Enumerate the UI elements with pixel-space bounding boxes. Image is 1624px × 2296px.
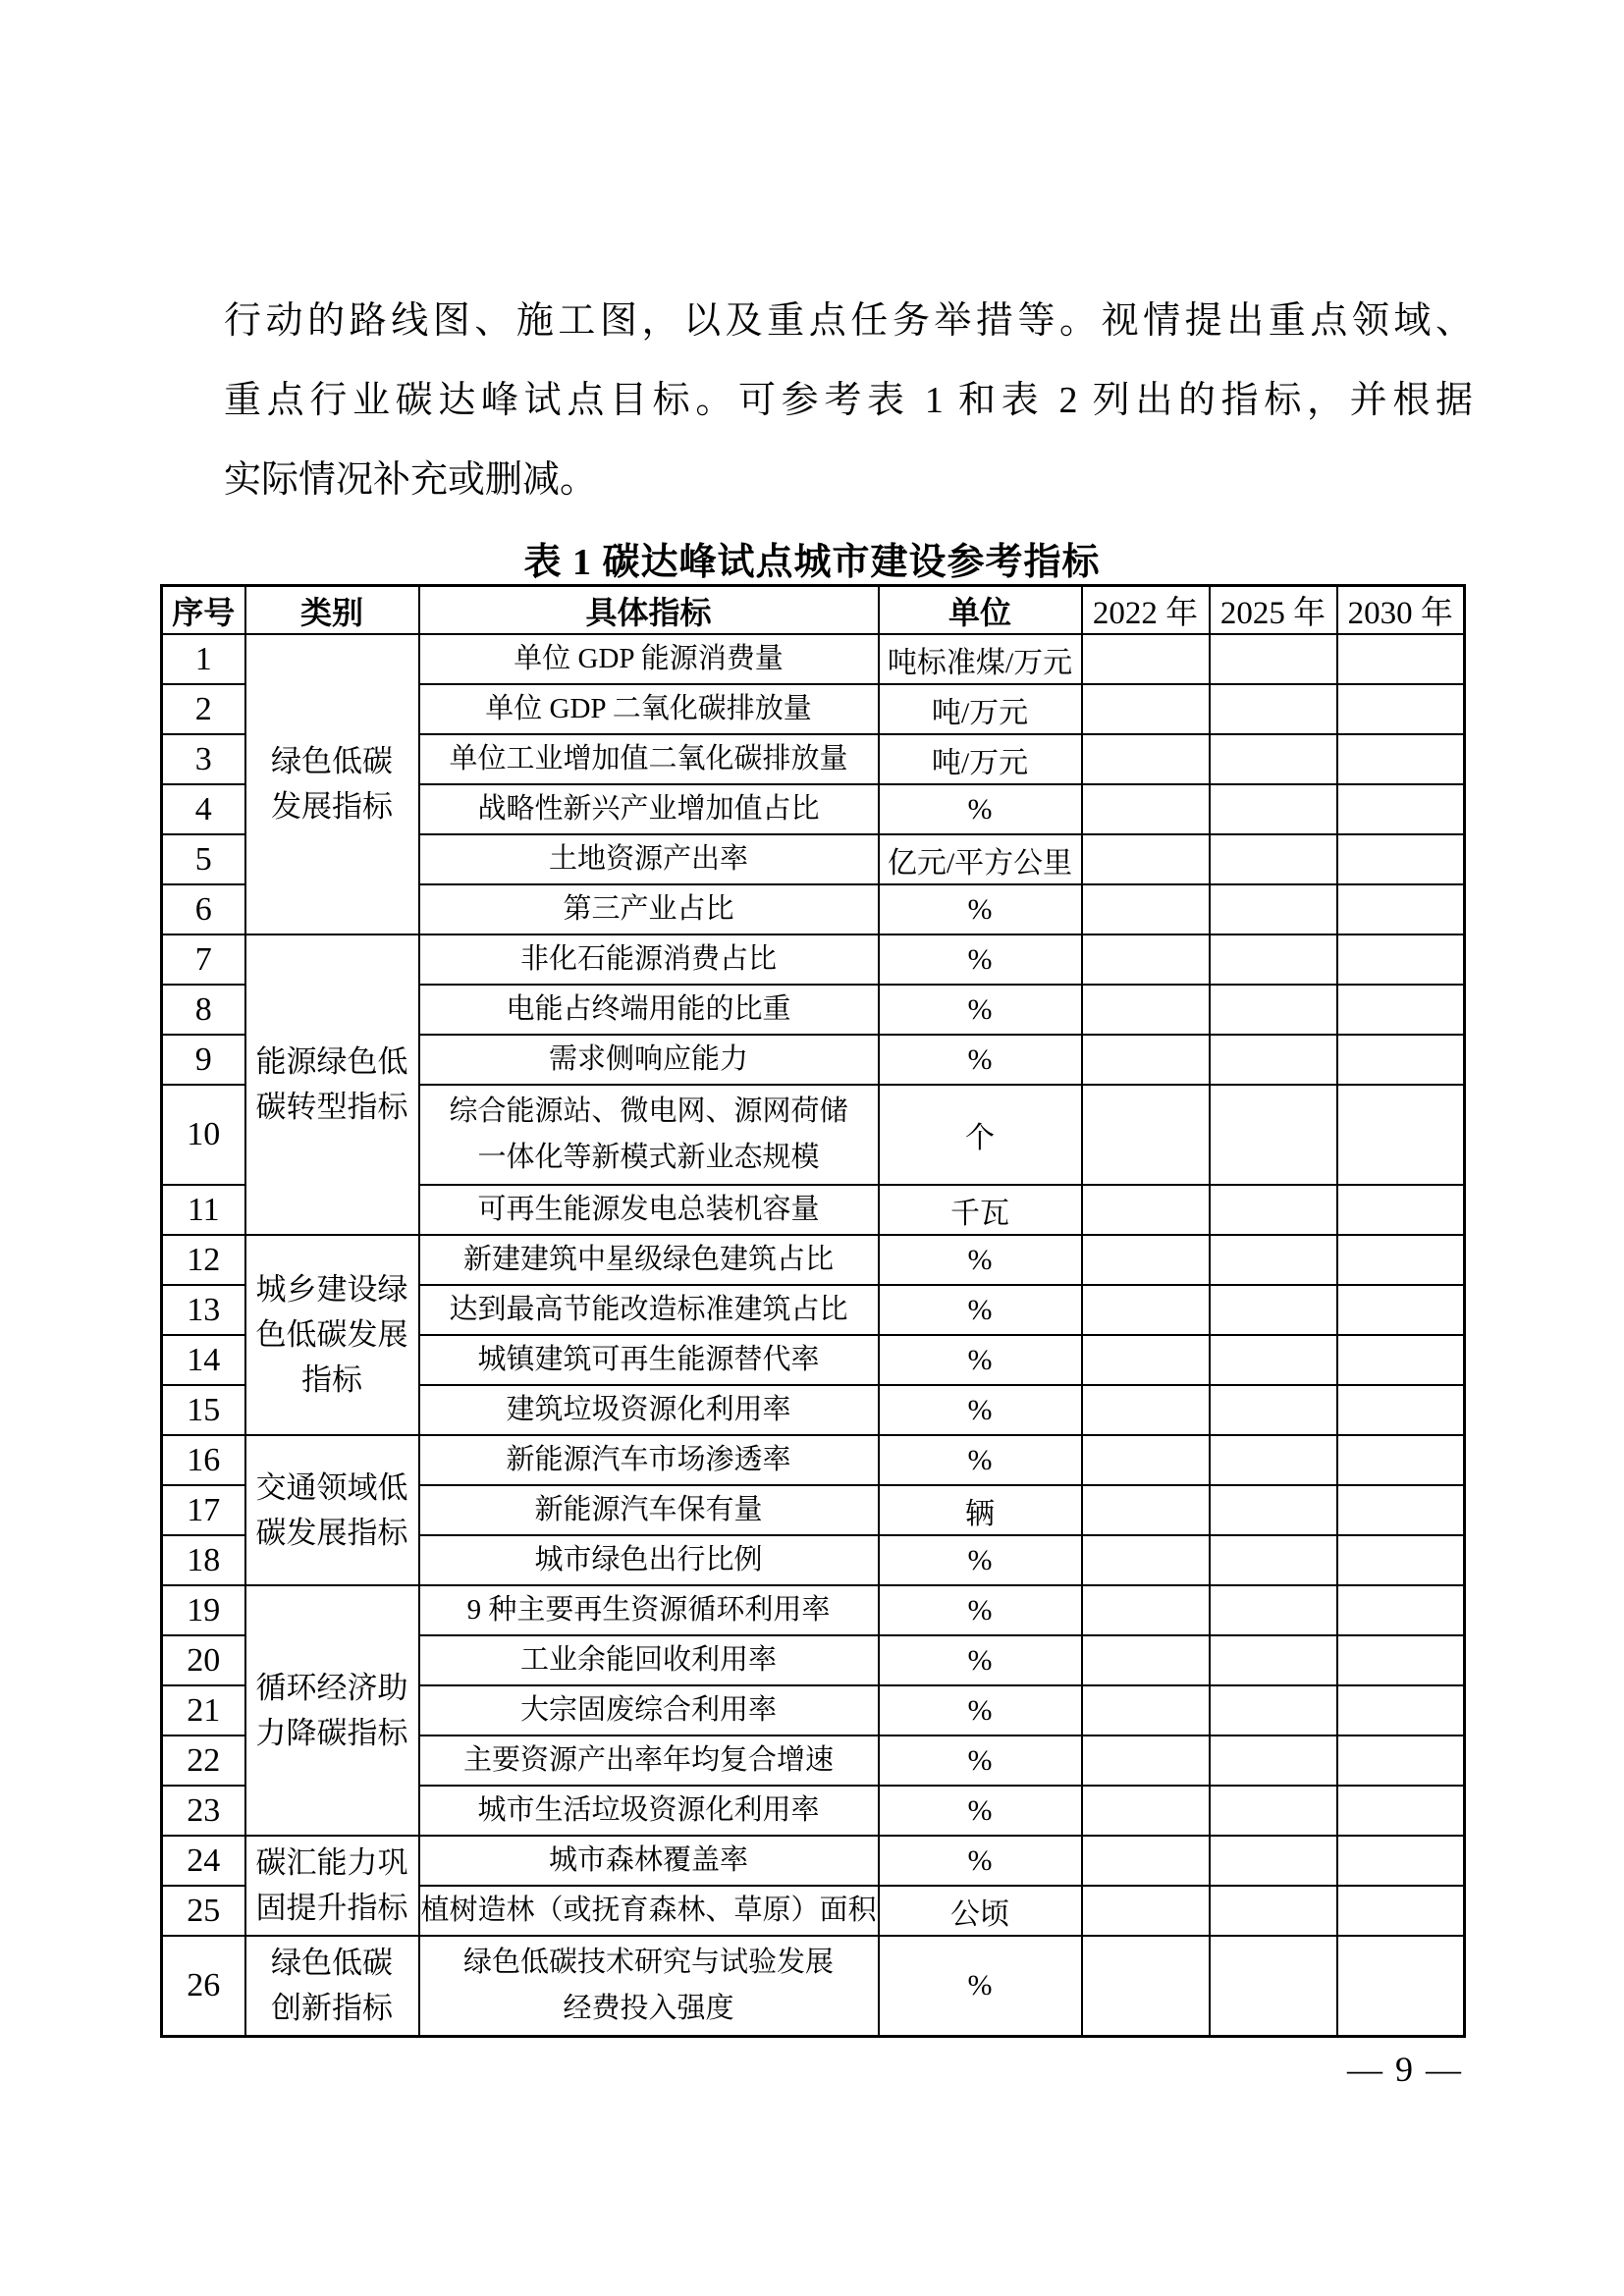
year-value-cell [1082, 834, 1210, 884]
year-value-cell [1337, 684, 1465, 734]
year-value-cell [1082, 684, 1210, 734]
indicator-cell: 城镇建筑可再生能源替代率 [419, 1335, 879, 1385]
indicator-cell: 绿色低碳技术研究与试验发展 经费投入强度 [419, 1936, 879, 2036]
table-row [162, 1585, 1465, 1635]
row-number-cell: 14 [162, 1335, 245, 1385]
table-row [162, 1836, 1465, 1886]
indicator-cell: 可再生能源发电总装机容量 [419, 1185, 879, 1235]
indicator-table [160, 584, 1466, 2038]
year-value-cell [1337, 1535, 1465, 1585]
indicator-cell: 非化石能源消费占比 [419, 934, 879, 985]
year-value-cell [1210, 1735, 1337, 1786]
year-value-cell [1210, 1836, 1337, 1886]
indicator-cell: 需求侧响应能力 [419, 1035, 879, 1085]
unit-cell: % [879, 884, 1082, 934]
row-number-cell: 23 [162, 1786, 245, 1836]
year-value-cell [1337, 1435, 1465, 1485]
indicator-cell: 主要资源产出率年均复合增速 [419, 1735, 879, 1786]
year-value-cell [1210, 634, 1337, 684]
year-value-cell [1082, 1035, 1210, 1085]
indicator-cell: 第三产业占比 [419, 884, 879, 934]
header-cell-year-2030: 2030 年 [1337, 586, 1465, 635]
year-value-cell [1082, 1335, 1210, 1385]
row-number-cell: 6 [162, 884, 245, 934]
year-value-cell [1210, 834, 1337, 884]
year-value-cell [1337, 1886, 1465, 1936]
header-cell-unit: 单位 [879, 586, 1082, 635]
category-cell: 绿色低碳 发展指标 [245, 634, 419, 934]
unit-cell: 亿元/平方公里 [879, 834, 1082, 884]
row-number-cell: 11 [162, 1185, 245, 1235]
year-value-cell [1210, 1235, 1337, 1285]
year-value-cell [1210, 1635, 1337, 1685]
year-value-cell [1210, 1936, 1337, 2036]
year-value-cell [1210, 1285, 1337, 1335]
header-cell-no: 序号 [162, 586, 245, 635]
header-row [162, 586, 1465, 635]
unit-cell: % [879, 985, 1082, 1035]
row-number-cell: 4 [162, 784, 245, 834]
row-number-cell: 16 [162, 1435, 245, 1485]
unit-cell: % [879, 1235, 1082, 1285]
year-value-cell [1210, 1435, 1337, 1485]
unit-cell: % [879, 1635, 1082, 1685]
year-value-cell [1337, 1235, 1465, 1285]
year-value-cell [1337, 1685, 1465, 1735]
header-cell-category: 类别 [245, 586, 419, 635]
year-value-cell [1210, 1485, 1337, 1535]
year-value-cell [1082, 1185, 1210, 1235]
year-value-cell [1210, 1535, 1337, 1585]
year-value-cell [1082, 1786, 1210, 1836]
paragraph-line: 行动的路线图、施工图，以及重点任务举措等。视情提出重点领域、 [224, 300, 1473, 342]
category-cell: 绿色低碳 创新指标 [245, 1936, 419, 2036]
indicator-cell: 城市生活垃圾资源化利用率 [419, 1786, 879, 1836]
year-value-cell [1337, 1485, 1465, 1535]
row-number-cell: 26 [162, 1936, 245, 2036]
category-cell: 循环经济助 力降碳指标 [245, 1585, 419, 1836]
row-number-cell: 18 [162, 1535, 245, 1585]
year-value-cell [1337, 784, 1465, 834]
unit-cell: % [879, 934, 1082, 985]
year-value-cell [1337, 1585, 1465, 1635]
indicator-cell: 新能源汽车保有量 [419, 1485, 879, 1535]
year-value-cell [1210, 684, 1337, 734]
row-number-cell: 17 [162, 1485, 245, 1535]
year-value-cell [1210, 884, 1337, 934]
indicator-cell: 植树造林（或抚育森林、草原）面积 [419, 1886, 879, 1936]
header-cell-indicator: 具体指标 [419, 586, 879, 635]
indicator-cell: 新能源汽车市场渗透率 [419, 1435, 879, 1485]
year-value-cell [1082, 1836, 1210, 1886]
indicator-cell: 战略性新兴产业增加值占比 [419, 784, 879, 834]
unit-cell: % [879, 1735, 1082, 1786]
year-value-cell [1210, 1685, 1337, 1735]
year-value-cell [1082, 1685, 1210, 1735]
year-value-cell [1337, 634, 1465, 684]
indicator-cell: 电能占终端用能的比重 [419, 985, 879, 1035]
year-value-cell [1082, 884, 1210, 934]
indicator-cell: 工业余能回收利用率 [419, 1635, 879, 1685]
year-value-cell [1337, 734, 1465, 784]
category-cell: 交通领域低 碳发展指标 [245, 1435, 419, 1585]
table-row [162, 634, 1465, 684]
indicator-cell: 新建建筑中星级绿色建筑占比 [419, 1235, 879, 1285]
unit-cell: 吨/万元 [879, 734, 1082, 784]
year-value-cell [1082, 1435, 1210, 1485]
year-value-cell [1337, 1035, 1465, 1085]
table-title: 表 1 碳达峰试点城市建设参考指标 [523, 542, 1101, 583]
indicator-cell: 综合能源站、微电网、源网荷储 一体化等新模式新业态规模 [419, 1085, 879, 1185]
year-value-cell [1082, 784, 1210, 834]
year-value-cell [1210, 985, 1337, 1035]
unit-cell: 个 [879, 1085, 1082, 1185]
year-value-cell [1337, 1285, 1465, 1335]
row-number-cell: 19 [162, 1585, 245, 1635]
year-value-cell [1210, 934, 1337, 985]
row-number-cell: 20 [162, 1635, 245, 1685]
year-value-cell [1082, 1285, 1210, 1335]
paragraph-line: 实际情况补充或删减。 [224, 459, 598, 501]
intro-paragraph [224, 282, 1473, 520]
row-number-cell: 25 [162, 1886, 245, 1936]
year-value-cell [1337, 1335, 1465, 1385]
year-value-cell [1210, 1085, 1337, 1185]
unit-cell: % [879, 1285, 1082, 1335]
year-value-cell [1082, 985, 1210, 1035]
row-number-cell: 2 [162, 684, 245, 734]
unit-cell: 千瓦 [879, 1185, 1082, 1235]
unit-cell: 吨标准煤/万元 [879, 634, 1082, 684]
unit-cell: % [879, 784, 1082, 834]
indicator-cell: 达到最高节能改造标准建筑占比 [419, 1285, 879, 1335]
year-value-cell [1082, 634, 1210, 684]
year-value-cell [1082, 1735, 1210, 1786]
paragraph-line: 重点行业碳达峰试点目标。可参考表 1 和表 2 列出的指标，并根据 [224, 380, 1473, 421]
indicator-table-body [162, 634, 1465, 2036]
row-number-cell: 1 [162, 634, 245, 684]
unit-cell: % [879, 1585, 1082, 1635]
year-value-cell [1082, 1936, 1210, 2036]
year-value-cell [1082, 1085, 1210, 1185]
year-value-cell [1082, 934, 1210, 985]
unit-cell: 公顷 [879, 1886, 1082, 1936]
table-row [162, 934, 1465, 985]
row-number-cell: 3 [162, 734, 245, 784]
row-number-cell: 7 [162, 934, 245, 985]
row-number-cell: 24 [162, 1836, 245, 1886]
indicator-cell: 土地资源产出率 [419, 834, 879, 884]
indicator-cell: 城市绿色出行比例 [419, 1535, 879, 1585]
year-value-cell [1337, 1936, 1465, 2036]
indicator-cell: 单位工业增加值二氧化碳排放量 [419, 734, 879, 784]
indicator-cell: 大宗固废综合利用率 [419, 1685, 879, 1735]
year-value-cell [1337, 934, 1465, 985]
unit-cell: % [879, 1936, 1082, 2036]
unit-cell: % [879, 1435, 1082, 1485]
row-number-cell: 13 [162, 1285, 245, 1335]
year-value-cell [1337, 884, 1465, 934]
year-value-cell [1082, 1235, 1210, 1285]
unit-cell: % [879, 1786, 1082, 1836]
year-value-cell [1337, 1735, 1465, 1786]
year-value-cell [1082, 1886, 1210, 1936]
year-value-cell [1082, 734, 1210, 784]
year-value-cell [1337, 1085, 1465, 1185]
category-cell: 城乡建设绿 色低碳发展 指标 [245, 1235, 419, 1435]
year-value-cell [1210, 1185, 1337, 1235]
row-number-cell: 12 [162, 1235, 245, 1285]
unit-cell: % [879, 1685, 1082, 1735]
year-value-cell [1210, 1585, 1337, 1635]
unit-cell: % [879, 1836, 1082, 1886]
year-value-cell [1082, 1635, 1210, 1685]
year-value-cell [1337, 1635, 1465, 1685]
table-row [162, 1235, 1465, 1285]
unit-cell: 辆 [879, 1485, 1082, 1535]
page-number: — 9 — [1347, 2050, 1463, 2089]
row-number-cell: 21 [162, 1685, 245, 1735]
header-cell-year-2022: 2022 年 [1082, 586, 1210, 635]
unit-cell: % [879, 1535, 1082, 1585]
indicator-cell: 9 种主要再生资源循环利用率 [419, 1585, 879, 1635]
category-cell: 能源绿色低 碳转型指标 [245, 934, 419, 1235]
year-value-cell [1210, 784, 1337, 834]
year-value-cell [1082, 1385, 1210, 1435]
year-value-cell [1337, 985, 1465, 1035]
unit-cell: % [879, 1385, 1082, 1435]
row-number-cell: 22 [162, 1735, 245, 1786]
year-value-cell [1210, 734, 1337, 784]
category-cell: 碳汇能力巩 固提升指标 [245, 1836, 419, 1936]
row-number-cell: 9 [162, 1035, 245, 1085]
table-row [162, 1936, 1465, 2036]
indicator-cell: 单位 GDP 能源消费量 [419, 634, 879, 684]
row-number-cell: 15 [162, 1385, 245, 1435]
indicator-cell: 单位 GDP 二氧化碳排放量 [419, 684, 879, 734]
year-value-cell [1082, 1485, 1210, 1535]
year-value-cell [1210, 1886, 1337, 1936]
unit-cell: % [879, 1035, 1082, 1085]
row-number-cell: 5 [162, 834, 245, 884]
year-value-cell [1210, 1786, 1337, 1836]
year-value-cell [1337, 1836, 1465, 1886]
year-value-cell [1210, 1385, 1337, 1435]
year-value-cell [1337, 1185, 1465, 1235]
year-value-cell [1082, 1535, 1210, 1585]
year-value-cell [1337, 1786, 1465, 1836]
year-value-cell [1337, 1385, 1465, 1435]
row-number-cell: 8 [162, 985, 245, 1035]
table-row [162, 1435, 1465, 1485]
indicator-cell: 建筑垃圾资源化利用率 [419, 1385, 879, 1435]
header-cell-year-2025: 2025 年 [1210, 586, 1337, 635]
table-header [162, 586, 1465, 635]
year-value-cell [1210, 1035, 1337, 1085]
unit-cell: 吨/万元 [879, 684, 1082, 734]
year-value-cell [1337, 834, 1465, 884]
row-number-cell: 10 [162, 1085, 245, 1185]
unit-cell: % [879, 1335, 1082, 1385]
indicator-cell: 城市森林覆盖率 [419, 1836, 879, 1886]
year-value-cell [1210, 1335, 1337, 1385]
year-value-cell [1082, 1585, 1210, 1635]
